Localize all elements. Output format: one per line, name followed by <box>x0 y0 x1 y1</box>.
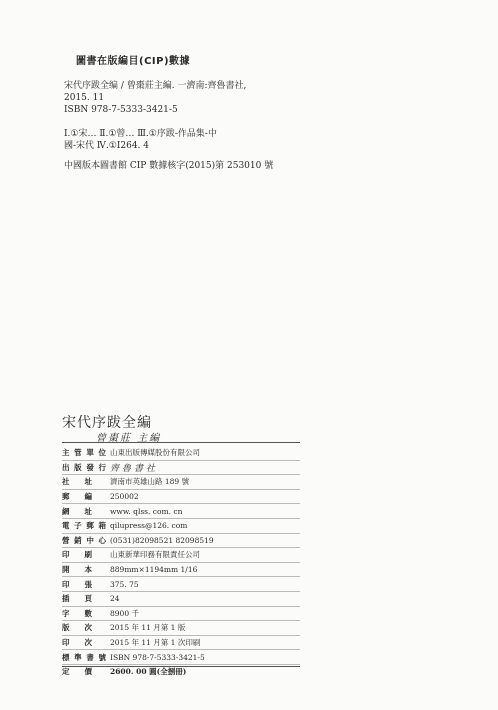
colophon-value: 889mm×1194mm 1/16 <box>110 565 198 575</box>
colophon-value: www. qlss. com. cn <box>110 506 183 516</box>
colophon-row <box>62 475 300 490</box>
colophon-row <box>62 636 300 651</box>
cip-line: ISBN 978-7-5333-3421-5 <box>64 105 178 115</box>
publisher-logo: 齊魯書社 <box>110 463 159 474</box>
cip-line: 國-宋代 Ⅳ.①I264. 4 <box>64 141 150 151</box>
colophon-label: 定 價 <box>62 667 92 677</box>
cip-line: 2015. 11 <box>64 93 105 103</box>
colophon-value: 山東新華印務有限責任公司 <box>110 550 200 560</box>
colophon-value: 2015 年 11 月第 1 版 <box>110 623 186 633</box>
colophon-row <box>62 621 300 636</box>
colophon-row <box>62 446 300 461</box>
colophon-value: 250002 <box>110 492 139 502</box>
colophon-table <box>62 446 300 679</box>
cip-subject-entry <box>64 128 217 152</box>
colophon-value: 24 <box>110 594 120 604</box>
book-title: 宋代序跋全編 <box>62 415 152 431</box>
colophon-row <box>62 548 300 563</box>
colophon-label: 印 刷 <box>62 550 92 560</box>
colophon-value: (0531)82098521 82098519 <box>110 535 214 545</box>
colophon-row <box>62 577 300 592</box>
colophon-value: qilupress@126. com <box>110 521 188 531</box>
cip-line: 宋代序跋全编 / 曾棗莊主編. 一濟南:齊魯書社, <box>64 81 247 91</box>
colophon-row <box>62 504 300 519</box>
colophon-row <box>62 490 300 505</box>
cip-record-number <box>64 160 273 172</box>
colophon-label: 插 頁 <box>62 594 92 604</box>
bottom-rule <box>62 666 300 667</box>
cip-line: 中國版本圖書館 CIP 數據核字(2015)第 253010 號 <box>64 161 274 171</box>
colophon-label: 郵 編 <box>62 492 92 502</box>
colophon-label: 主 管 單 位 <box>62 448 106 458</box>
colophon-value: ISBN 978-7-5333-3421-5 <box>110 652 205 662</box>
colophon-label: 印 次 <box>62 638 92 648</box>
top-rule <box>62 442 300 443</box>
cip-bibliographic-entry <box>64 80 246 116</box>
colophon-row <box>62 650 300 665</box>
colophon-label: 出 版 發 行 <box>62 462 106 472</box>
colophon-label: 字 數 <box>62 608 92 618</box>
colophon-row <box>62 563 300 578</box>
colophon-value: 山東出版傳媒股份有限公司 <box>110 448 200 458</box>
colophon-row <box>62 519 300 534</box>
colophon-label: 電 子 郵 箱 <box>62 521 106 531</box>
colophon-label: 印 張 <box>62 579 92 589</box>
colophon-label: 標 準 書 號 <box>62 652 106 662</box>
colophon-row <box>62 534 300 549</box>
colophon-row <box>62 592 300 607</box>
colophon-value: 濟南市英雄山路 189 號 <box>110 477 190 487</box>
colophon-value: 8900 千 <box>110 608 139 618</box>
colophon-label: 開 本 <box>62 565 92 575</box>
colophon-row <box>62 607 300 622</box>
book-editor: 曾棗莊 主編 <box>96 433 162 444</box>
colophon-label: 網 址 <box>62 506 92 516</box>
cip-line: Ⅰ.①宋… Ⅱ.①曾… Ⅲ.①序跋-作品集-中 <box>64 129 217 139</box>
colophon-value: 375. 75 <box>110 579 139 589</box>
colophon-label: 版 次 <box>62 623 92 633</box>
colophon-value: 2015 年 11 月第 1 次印刷 <box>110 638 201 648</box>
colophon-row <box>62 461 300 476</box>
colophon-value: 2600. 00 圓(全捌冊) <box>110 667 187 677</box>
cip-title: 圖書在版編目(CIP)數據 <box>76 56 191 67</box>
colophon-label: 社 址 <box>62 477 92 487</box>
colophon-label: 營 銷 中 心 <box>62 535 106 545</box>
